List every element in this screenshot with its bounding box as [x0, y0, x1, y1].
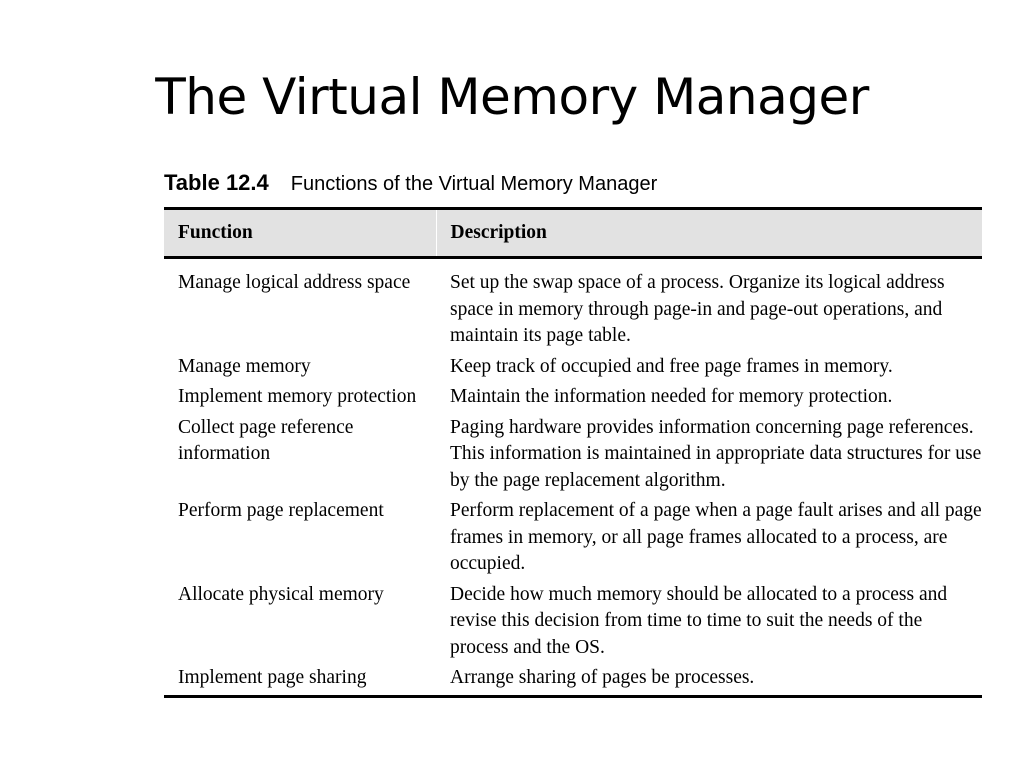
- table-row: [164, 411, 982, 495]
- row-description: Paging hardware provides information concerning page references. This information is maintained in appropriate data structures for use by the page replacement algorithm.: [450, 416, 982, 491]
- table-row: [164, 258, 982, 350]
- row-function: Manage logical address space: [178, 272, 411, 293]
- functions-table-container: [164, 207, 982, 698]
- table-caption-text: Functions of the Virtual Memory Manager: [290, 173, 658, 195]
- row-description: Keep track of occupied and free page frames in memory.: [450, 355, 893, 377]
- row-description: Maintain the information needed for memory protection.: [450, 386, 893, 407]
- table-row: [164, 494, 982, 578]
- row-function: Manage memory: [178, 355, 311, 377]
- row-function: Collect page reference information: [178, 416, 354, 464]
- header-description: Description: [436, 209, 982, 258]
- row-description: Perform replacement of a page when a page fault arises and all page frames in memory, or all page frames allocated to a process, are occupied.: [450, 500, 982, 574]
- table-row: [164, 578, 982, 662]
- row-function: Implement memory protection: [178, 386, 417, 407]
- table-caption-number: Table 12.4: [164, 170, 269, 195]
- table-header-row: [164, 209, 982, 258]
- row-function: Perform page replacement: [178, 500, 384, 521]
- table-row: [164, 380, 982, 411]
- table-caption: [164, 170, 657, 196]
- row-description: Decide how much memory should be allocated to a process and revise this decision from time to time to suit the needs of the process and the OS.: [450, 583, 948, 658]
- functions-table: [164, 207, 982, 698]
- row-function: Allocate physical memory: [178, 583, 384, 605]
- table-row: [164, 661, 982, 696]
- row-description: Set up the swap space of a process. Organize its logical address space in memory through page-in and page-out operations, and maintain its page table.: [450, 272, 945, 346]
- table-row: [164, 350, 982, 381]
- row-function: Implement page sharing: [178, 667, 367, 688]
- header-function: Function: [164, 209, 436, 258]
- row-description: Arrange sharing of pages be processes.: [450, 667, 755, 688]
- slide-title: The Virtual Memory Manager: [155, 68, 869, 126]
